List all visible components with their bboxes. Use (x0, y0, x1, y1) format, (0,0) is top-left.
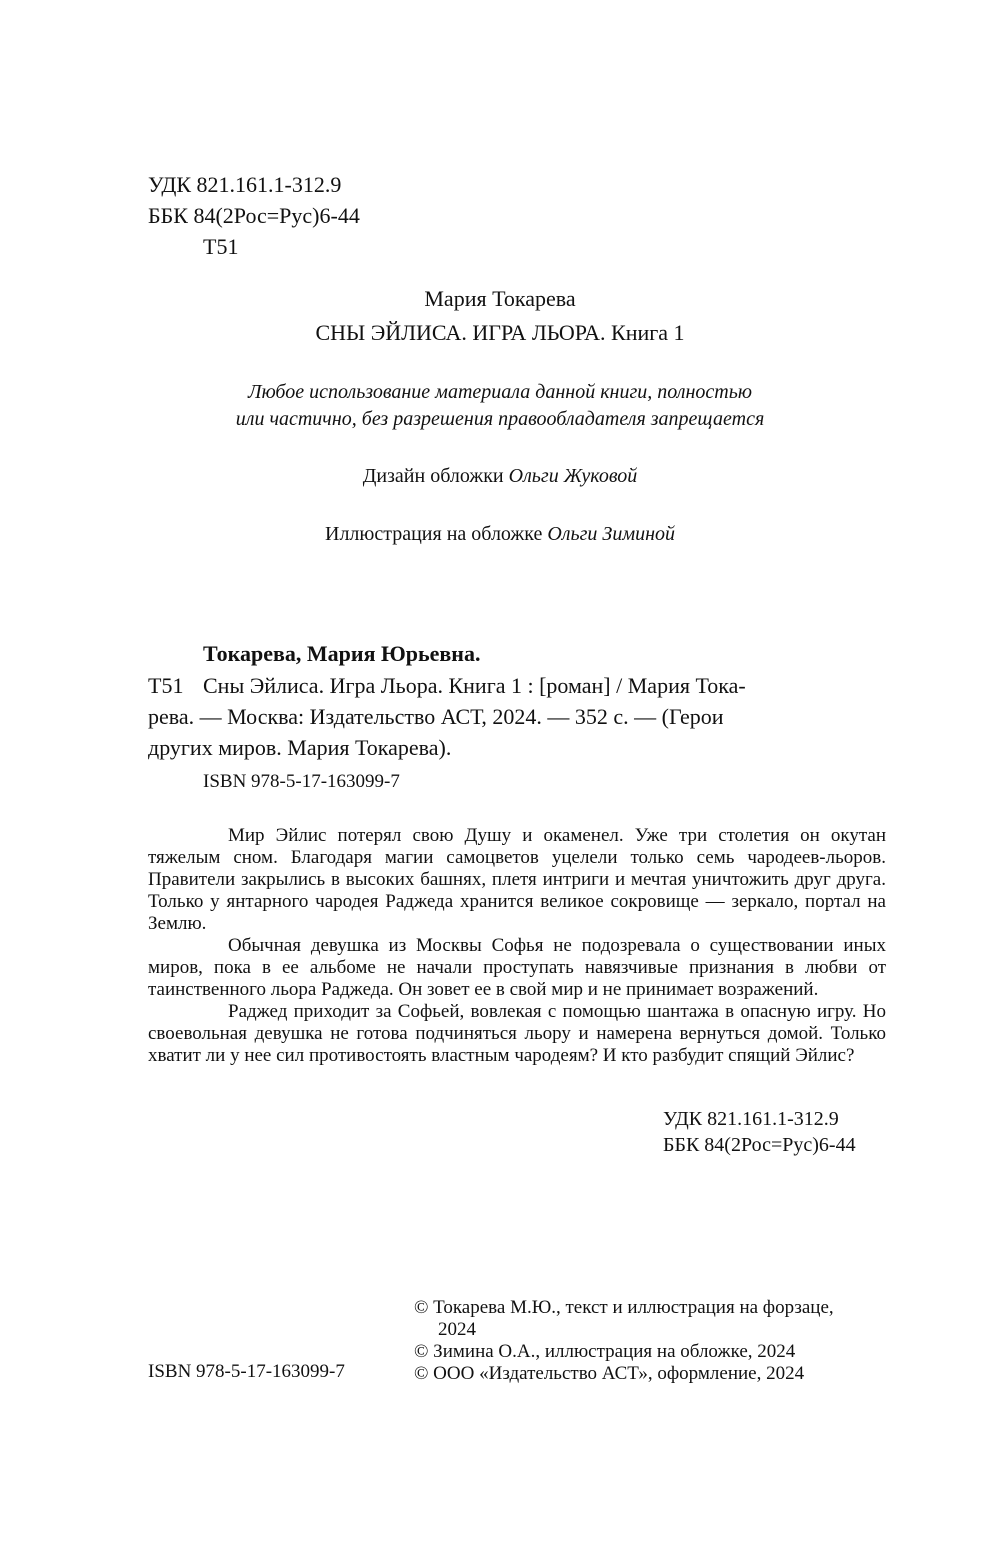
header-author-mark: Т51 (203, 234, 239, 259)
annotation-paragraph: Раджед приходит за Софьей, вовлекая с помощью шантажа в опасную игру. Но своевольная девушка не готова подчиняться льору и намерена вернуться домой. Только хватит ли у нее сил противостоять властным чародеям? И кто разбудит спящий Эйлис? (148, 1001, 886, 1066)
catalog-description-line2: рева. — Москва: Издательство АСТ, 2024. — 352 с. — (Герои (148, 704, 724, 729)
cover-illustration-credit (0, 523, 1000, 546)
cover-illustration-name: Ольги Зиминой (547, 523, 675, 545)
copyright-notice-line2: или частично, без разрешения правообладателя запрещается (235, 408, 765, 430)
catalog-isbn: ISBN 978-5-17-163099-7 (203, 771, 400, 792)
header-bbk: ББК 84(2Рос=Рус)6-44 (148, 203, 360, 228)
cover-design-credit (0, 465, 1000, 488)
footer-udk: УДК 821.161.1-312.9 (663, 1108, 839, 1130)
copyright-line: © Токарева М.Ю., текст и иллюстрация на форзаце, (414, 1297, 834, 1318)
cover-illustration-label: Иллюстрация на обложке (325, 523, 548, 545)
catalog-description-line1: Сны Эйлиса. Игра Льора. Книга 1 : [роман] / Мария Тока- (203, 673, 746, 698)
catalog-heading: Токарева, Мария Юрьевна. (203, 641, 481, 666)
header-udk: УДК 821.161.1-312.9 (148, 172, 342, 197)
annotation (148, 825, 886, 1067)
catalog-description-line3: других миров. Мария Токарева). (148, 735, 452, 760)
annotation-paragraph: Мир Эйлис потерял свою Душу и окаменел. Уже три столетия он окутан тяжелым сном. Благодаря магии самоцветов уцелели только семь чародеев-льоров. Правители закрылись в высоких башнях, плетя интриги и мечтая уничтожить друг друга. Только у янтарного чародея Раджеда хранится великое сокровище — зеркало, портал на Землю. (148, 825, 886, 934)
book-title: СНЫ ЭЙЛИСА. ИГРА ЛЬОРА. Книга 1 (315, 320, 685, 345)
annotation-paragraph: Обычная девушка из Москвы Софья не подозревала о существовании иных миров, пока в ее альбоме не начали проступать навязчивые признания в любви от таинственного льора Раджеда. Он зовет ее в свой мир и не принимает возражений. (148, 935, 886, 1000)
copyright-line: © Зимина О.А., иллюстрация на обложке, 2024 (414, 1341, 796, 1362)
footer-bbk: ББК 84(2Рос=Рус)6-44 (663, 1134, 856, 1156)
copyright-isbn: ISBN 978-5-17-163099-7 (148, 1361, 345, 1382)
cover-design-name: Ольги Жуковой (508, 465, 638, 487)
catalog-mark: Т51 (148, 673, 184, 698)
author-name: Мария Токарева (424, 286, 576, 311)
copyright-line-cont: 2024 (438, 1319, 476, 1340)
copyright-notice-line1: Любое использование материала данной книги, полностью (248, 381, 752, 403)
cover-design-label: Дизайн обложки (362, 465, 509, 487)
copyright-line: © ООО «Издательство АСТ», оформление, 2024 (414, 1363, 805, 1384)
